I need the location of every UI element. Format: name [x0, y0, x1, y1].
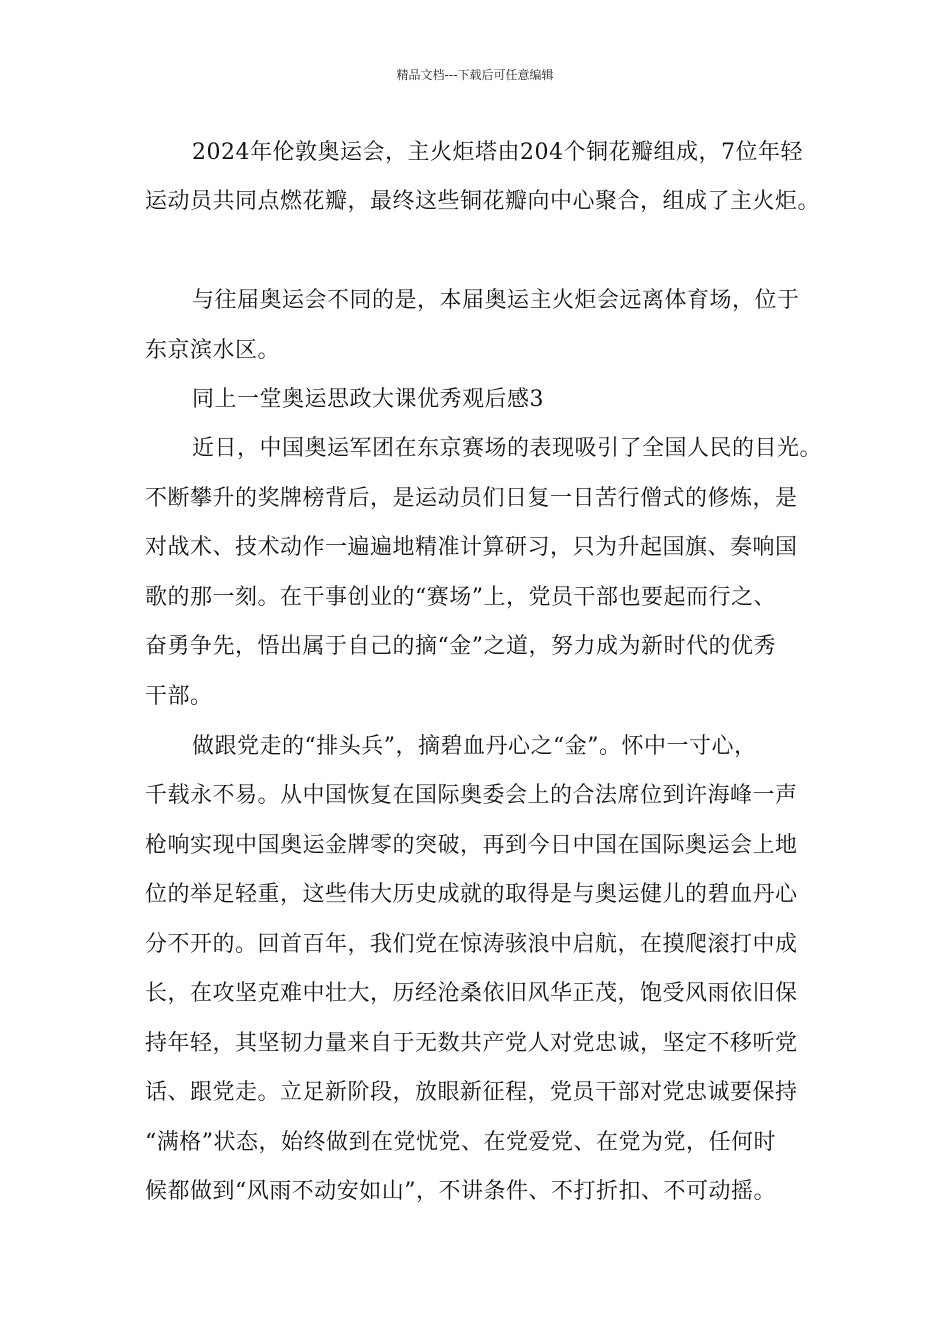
paragraph-line: 与往届奥运会不同的是，本届奥运主火炬会远离体育场，位于: [192, 288, 800, 313]
paragraph-line: 做跟党走的“排头兵”，摘碧血丹心之“金”。怀中一寸心，: [192, 734, 757, 759]
paragraph-line: 对战术、技术动作一遍遍地精准计算研习，只为升起国旗、奏响国: [145, 535, 798, 560]
paragraph-line: 运动员共同点燃花瓣，最终这些铜花瓣向中心聚合，组成了主火炬。: [145, 189, 821, 214]
paragraph-line: 分不开的。回首百年，我们党在惊涛骇浪中启航，在摸爬滚打中成: [145, 932, 798, 957]
paragraph-line: 长，在攻坚克难中壮大，历经沧桑依旧风华正茂，饱受风雨依旧保: [145, 981, 798, 1006]
paragraph-line: 奋勇争先，悟出属于自己的摘“金”之道，努力成为新时代的优秀: [145, 634, 776, 659]
paragraph-line: 位的举足轻重，这些伟大历史成就的取得是与奥运健儿的碧血丹心: [145, 882, 798, 907]
paragraph-line: 干部。: [145, 684, 213, 709]
paragraph-line: 近日，中国奥运军团在东京赛场的表现吸引了全国人民的目光。: [192, 436, 823, 461]
section-heading: 同上一堂奥运思政大课优秀观后感3: [192, 387, 544, 412]
paragraph-line: 东京滨水区。: [145, 338, 281, 363]
paragraph-line: 千载永不易。从中国恢复在国际奥委会上的合法席位到许海峰一声: [145, 783, 798, 808]
paragraph-line: “满格”状态，始终做到在党忧党、在党爱党、在党为党，任何时: [145, 1130, 776, 1155]
paragraph-line: 候都做到“风雨不动安如山”，不讲条件、不打折扣、不可动摇。: [145, 1179, 776, 1204]
paragraph-line: 不断攀升的奖牌榜背后，是运动员们日复一日苦行僧式的修炼，是: [145, 486, 798, 511]
paragraph-line: 话、跟党走。立足新阶段，放眼新征程，党员干部对党忠诚要保持: [145, 1080, 798, 1105]
paragraph-line: 2024年伦敦奥运会，主火炬塔由204个铜花瓣组成，7位年轻: [192, 140, 803, 165]
document-header: 精品文档---下载后可任意编辑: [396, 68, 554, 82]
paragraph-line: 持年轻，其坚韧力量来自于无数共产党人对党忠诚，坚定不移听党: [145, 1031, 798, 1056]
paragraph-line: 歌的那一刻。在干事创业的“赛场”上，党员干部也要起而行之、: [145, 585, 776, 610]
paragraph-line: 枪响实现中国奥运金牌零的突破，再到今日中国在国际奥运会上地: [145, 833, 798, 858]
